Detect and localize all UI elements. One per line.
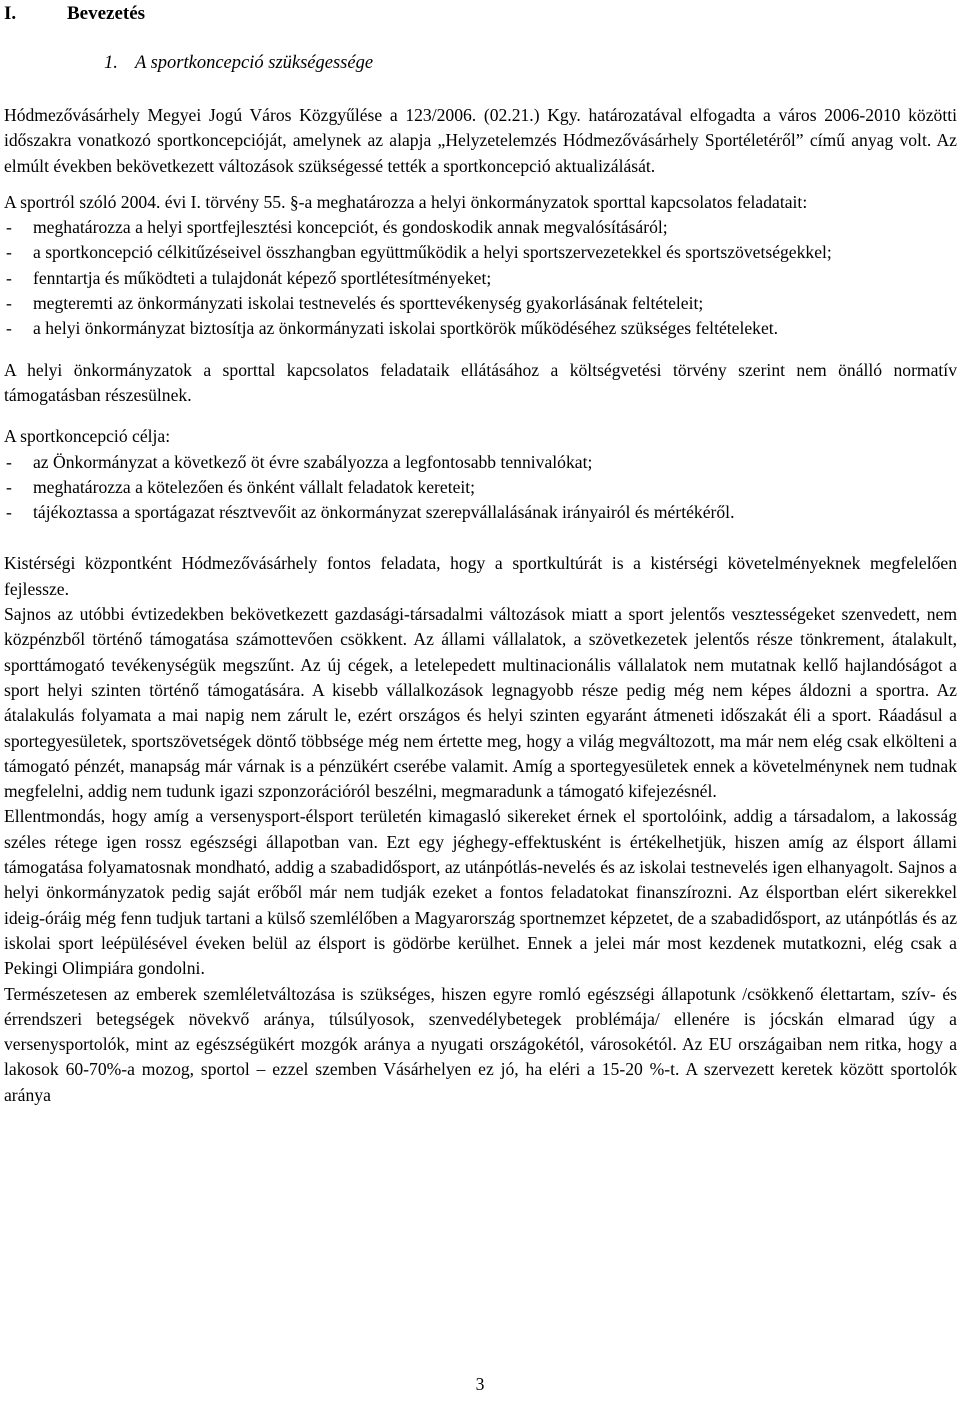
paragraph-intro: Hódmezővásárhely Megyei Jogú Város Közgyűlése a 123/2006. (02.21.) Kgy. határozatával elfogadta a város 2006-2010 közötti időszakra vonatkozó sportkoncepcióját, amelynek az alapja „Helyzetelemzés Hódmezővásárhely Sportéletéről” című anyag volt. Az elmúlt években bekövetkezett változások szükségessé tették a sportkoncepció aktualizálását. — [4, 105, 957, 176]
goals-list — [4, 450, 957, 526]
chapter-heading — [4, 2, 145, 26]
paragraph-law: A sportról szóló 2004. évi I. törvény 55. §-a meghatározza a helyi önkormányzatok sporttal kapcsolatos feladatait: — [4, 191, 808, 212]
list-item: - a sportkoncepció célkitűzéseivel összhangban együttműködik a helyi sportszervezetekkel és sportszövetségekkel; — [4, 240, 957, 265]
paragraph-region: Kistérségi központként Hódmezővásárhely fontos feladata, hogy a sportkultúrát is a kistérségi követelményeknek megfelelően fejlessze. — [4, 553, 957, 599]
list-item: - megteremti az önkormányzati iskolai testnevelés és sporttevékenység gyakorlásának feltételeit; — [4, 291, 957, 316]
law-duties-list — [4, 215, 957, 341]
list-item: - fenntartja és működteti a tulajdonát képező sportlétesítményeket; — [4, 266, 957, 291]
list-marker: - — [6, 242, 12, 263]
list-marker: - — [6, 293, 12, 314]
paragraph-goal: A sportkoncepció célja: — [4, 426, 171, 447]
list-marker: - — [6, 267, 12, 288]
list-item: - a helyi önkormányzat biztosítja az önkormányzati iskolai sportkörök működéséhez szükséges feltételeket. — [4, 316, 957, 341]
paragraph-funding: A helyi önkormányzatok a sporttal kapcsolatos feladataik ellátásához a költségvetési törvény szerint nem önálló normatív támogatásban részesülnek. — [4, 359, 957, 405]
document-body — [4, 103, 957, 1108]
list-marker: - — [6, 476, 12, 497]
chapter-title: Bevezetés — [67, 3, 146, 24]
paragraph-changes: Sajnos az utóbbi évtizedekben bekövetkezett gazdasági-társadalmi változások miatt a sport jelentős vesztességeket szenvedett, nem közpénzből történő támogatása számottevően csökkent. Az állami vállalatok, a szövetkezetek jelentős része tönkrement, átalakult, sporttámogató tevékenységük megszűnt. Az új cégek, a letelepedett multinacionális vállalatok nem mutatnak kellő hajlandóságot a sport helyi szinten történő támogatására. A kisebb vállalkozások legnagyobb része pedig még nem képes áldozni a sportra. Az átalakulás folyamata a mai napig nem zárult le, ezért országos és helyi szinten egyaránt átmeneti időszakát éli a sport. Ráadásul a sportegyesületek, sportszövetségek döntő többsége még nem értette meg, hogy a világ megváltozott, ma már nem elég csak elkölteni a támogató pénzét, manapság már várnak is a pénzükért cserébe valamit. Amíg a sportegyesületek ennek a követelménynek nem tudnak megfelelni, addig nem tudunk igazi szponzorációról beszélni, megmaradunk a támogató kifejezésnél. — [4, 604, 957, 802]
list-marker: - — [6, 502, 12, 523]
chapter-number: I. — [4, 3, 17, 24]
list-item: - az Önkormányzat a következő öt évre szabályozza a legfontosabb tennivalókat; — [4, 450, 957, 475]
section-number: 1. — [104, 53, 118, 73]
page-number: 3 — [475, 1374, 485, 1394]
list-marker: - — [6, 318, 12, 339]
section-title: A sportkoncepció szükségessége — [135, 53, 374, 73]
list-marker: - — [6, 451, 12, 472]
list-item: - meghatározza a kötelezően és önként vállalt feladatok kereteit; — [4, 475, 957, 500]
paragraph-contradiction: Ellentmondás, hogy amíg a versenysport-élsport területén kimagasló sikereket érnek el sportolóink, addig a társadalom, a lakosság széles rétege igen rossz egészségi állapotban van. Ezt egy jéghegy-effektusként is értékelhetjük, hiszen amíg az élsport állami támogatása folyamatosnak mondható, addig a szabadidősport, az utánpótlás-nevelés és az iskolai testnevelés igen elhanyagolt. Sajnos a helyi önkormányzatok pedig saját erőből már nem tudják ezeket a fontos feladatokat finanszírozni. Az élsportban elért sikerekkel ideig-óráig még fenn tudjuk tartani a külső szemlélőben a Magyarország sportnemzet képzetet, de a szabadidősport, az utánpótlás és az iskolai sport leépülésével éveken belül az élsport is gödörbe kerülhet. Ennek a jelei már most kezdenek mutatkozni, elég csak a Pekingi Olimpiára gondolni. — [4, 806, 957, 979]
section-heading — [104, 51, 373, 75]
list-item: - meghatározza a helyi sportfejlesztési koncepciót, és gondoskodik annak megvalósításáról; — [4, 215, 957, 240]
list-item: - tájékoztassa a sportágazat résztvevőit az önkormányzat szerepvállalásának irányairól és mértékéről. — [4, 500, 957, 525]
paragraph-attitude: Természetesen az emberek szemléletváltozása is szükséges, hiszen egyre romló egészségi állapotunk /csökkenő élettartam, szív- és érrendszeri betegségek növekvő aránya, túlsúlyosok, szenvedélybetegek problémája/ ellenére is jócskán elmarad úgy a versenysportolók, mint az egészségükért mozgók aránya a nyugati országokétól, városokétól. Az EU országaiban nem ritka, hogy a lakosok 60-70%-a mozog, sportol – ezzel szemben Vásárhelyen ez jó, ha eléri a 15-20 %-t. A szervezett keretek között sportolók aránya — [4, 983, 957, 1105]
list-marker: - — [6, 217, 12, 238]
